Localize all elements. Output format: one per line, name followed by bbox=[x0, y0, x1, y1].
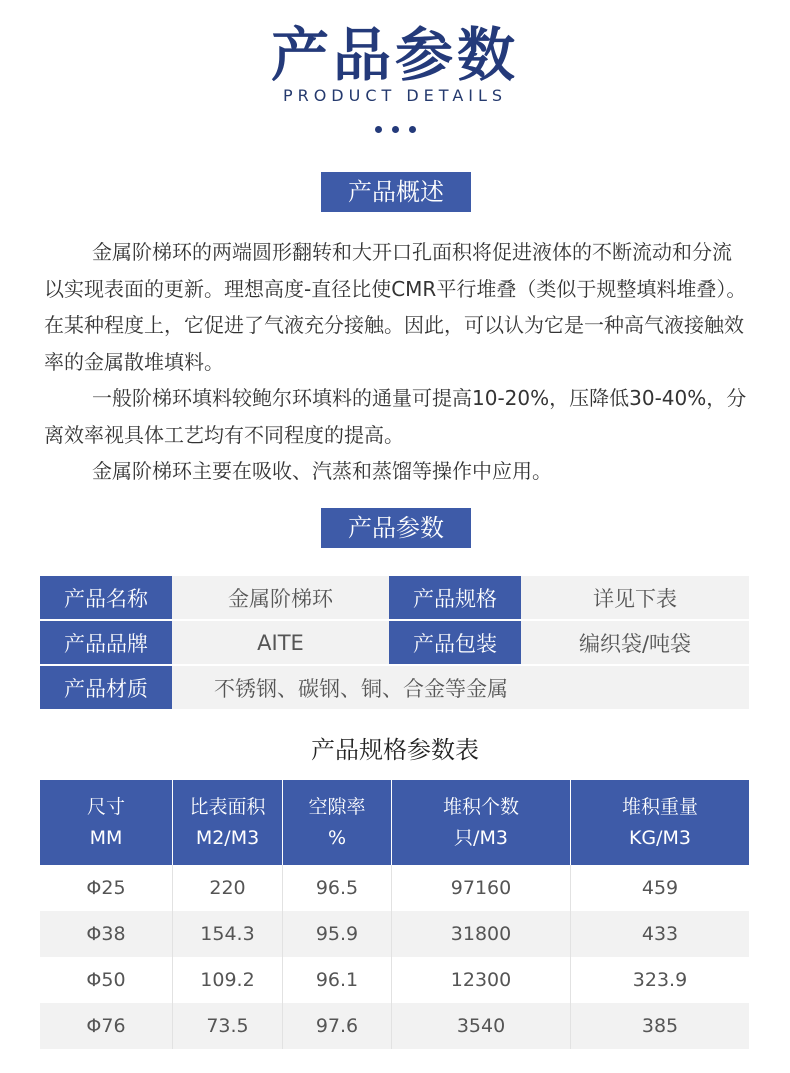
cell-surface-area: 220 bbox=[173, 865, 283, 911]
cell-pack-weight: 433 bbox=[571, 911, 750, 957]
name-label: 产品名称 bbox=[40, 576, 172, 620]
spec-value: 详见下表 bbox=[521, 576, 749, 620]
decorative-dots bbox=[0, 118, 790, 137]
spec-header-row bbox=[40, 780, 749, 865]
overview-text bbox=[44, 234, 750, 490]
cell-surface-area: 154.3 bbox=[173, 911, 283, 957]
overview-paragraph: 金属阶梯环的两端圆形翻转和大开口孔面积将促进液体的不断流动和分流以实现表面的更新。理想高度-直径比使CMR平行堆叠（类似于规整填料堆叠）。在某种程度上，它促进了气液充分接触。因此，可以认为它是一种高气液接触效率的金属散堆填料。 bbox=[44, 240, 747, 374]
name-value: 金属阶梯环 bbox=[172, 576, 389, 620]
header-void-ratio: 空隙率 % bbox=[283, 780, 392, 865]
cell-void-ratio: 96.5 bbox=[283, 865, 392, 911]
cell-pack-count: 97160 bbox=[392, 865, 571, 911]
cell-void-ratio: 96.1 bbox=[283, 957, 392, 1003]
header-pack-count: 堆积个数 只/M3 bbox=[392, 780, 571, 865]
cell-pack-count: 12300 bbox=[392, 957, 571, 1003]
cell-pack-count: 3540 bbox=[392, 1003, 571, 1049]
params-heading: 产品参数 bbox=[321, 508, 471, 548]
cell-pack-weight: 385 bbox=[571, 1003, 750, 1049]
params-row bbox=[40, 665, 749, 710]
cell-pack-weight: 459 bbox=[641, 877, 679, 899]
cell-surface-area: 109.2 bbox=[173, 957, 283, 1003]
dot-icon bbox=[375, 126, 382, 133]
cell-size: Φ50 bbox=[40, 957, 173, 1003]
cell-pack-weight: 323.9 bbox=[632, 969, 688, 991]
package-label: 产品包装 bbox=[389, 620, 521, 665]
table-row bbox=[40, 1003, 749, 1049]
spec-table bbox=[40, 780, 749, 1049]
material-value: 不锈钢、碳钢、铜、合金等金属 bbox=[172, 665, 749, 710]
header-pack-weight: 堆积重量 KG/M3 bbox=[571, 780, 750, 865]
params-row bbox=[40, 576, 749, 620]
cell-size: Φ76 bbox=[40, 1003, 173, 1049]
material-label: 产品材质 bbox=[40, 665, 172, 710]
spec-label: 产品规格 bbox=[389, 576, 521, 620]
brand-value: AITE bbox=[172, 620, 389, 665]
params-row bbox=[40, 620, 749, 665]
params-table bbox=[40, 576, 749, 711]
spec-table-title: 产品规格参数表 bbox=[311, 736, 479, 764]
overview-paragraph: 金属阶梯环主要在吸收、汽蒸和蒸馏等操作中应用。 bbox=[92, 459, 552, 483]
header-size: 尺寸 MM bbox=[40, 780, 173, 865]
package-value: 编织袋/吨袋 bbox=[521, 620, 749, 665]
cell-pack-count: 31800 bbox=[392, 911, 571, 957]
table-row bbox=[40, 865, 749, 911]
page-title: 产品参数 bbox=[270, 21, 519, 89]
header-surface-area: 比表面积 M2/M3 bbox=[173, 780, 283, 865]
dot-icon bbox=[392, 126, 399, 133]
cell-surface-area: 73.5 bbox=[173, 1003, 283, 1049]
cell-void-ratio: 97.6 bbox=[283, 1003, 392, 1049]
dot-icon bbox=[409, 126, 416, 133]
brand-label: 产品品牌 bbox=[40, 620, 172, 665]
cell-size: Φ38 bbox=[40, 911, 173, 957]
page-subtitle: PRODUCT DETAILS bbox=[282, 86, 508, 105]
cell-size: Φ25 bbox=[40, 865, 173, 911]
cell-void-ratio: 95.9 bbox=[283, 911, 392, 957]
overview-heading: 产品概述 bbox=[321, 172, 471, 212]
overview-paragraph: 一般阶梯环填料较鲍尔环填料的通量可提高10-20%，压降低30-40%，分离效率视具体工艺均有不同程度的提高。 bbox=[44, 386, 747, 447]
table-row bbox=[40, 957, 749, 1003]
table-row bbox=[40, 911, 749, 957]
